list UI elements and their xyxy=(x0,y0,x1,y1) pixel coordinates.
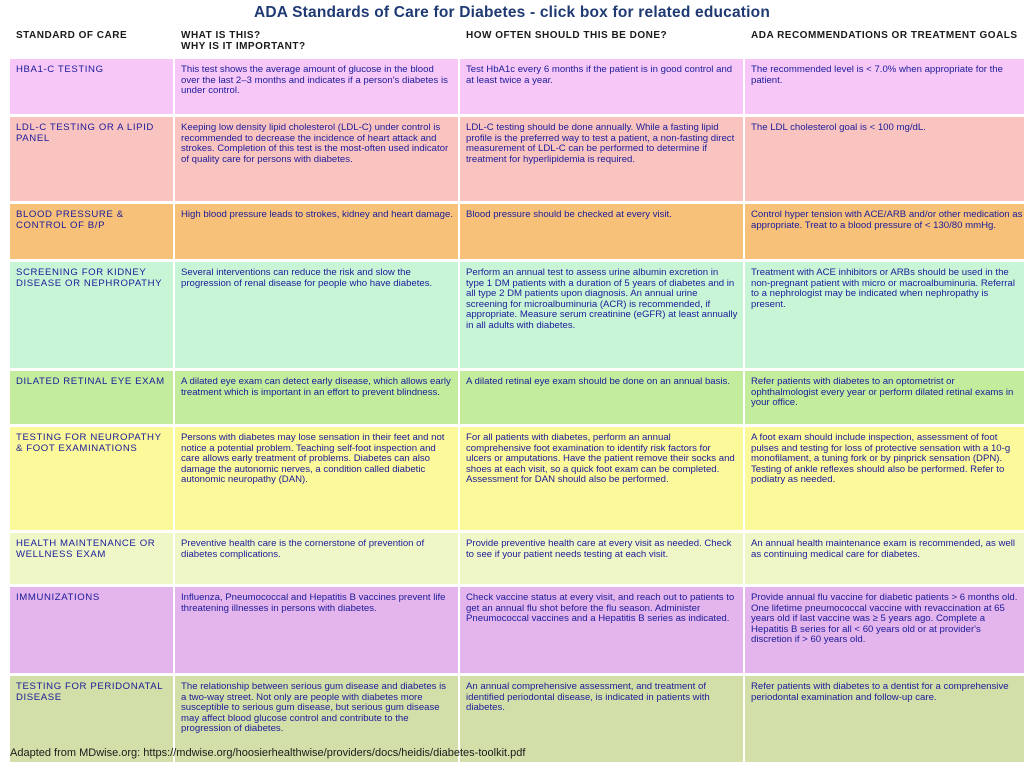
row-0-how-often-cell[interactable]: Test HbA1c every 6 months if the patient is in good control and at least twice a year. xyxy=(460,59,743,114)
row-7-recommendations-cell[interactable]: Provide annual flu vaccine for diabetic patients > 6 months old. One lifetime pneumococcal vaccine with revaccination at 65 years old if last vaccine was ≥ 5 years ago. Complete a Hepatitis B series for all < 60 years old or at provider's discretion if > 60 years old. xyxy=(745,587,1024,673)
row-1-how-often-cell[interactable]: LDL-C testing should be done annually. While a fasting lipid profile is the preferred way to test a patient, a non-fasting direct measurement of LDL-C can be performed to determine if treatment for hyperlipidemia is required. xyxy=(460,117,743,201)
row-5-how-often-cell[interactable]: For all patients with diabetes, perform an annual comprehensive foot examination to identify risk factors for ulcers or amputations. Have the patient remove their socks and shoes at each visit, so a quick foot exam can be completed. Assessment for DAN should also be performed. xyxy=(460,427,743,530)
header-recommendations: ADA RECOMMENDATIONS OR TREATMENT GOALS xyxy=(745,28,1024,56)
row-6-recommendations-cell[interactable]: An annual health maintenance exam is recommended, as well as continuing medical care for diabetes. xyxy=(745,533,1024,584)
row-5-standard-cell[interactable]: TESTING FOR NEUROPATHY & FOOT EXAMINATIONS xyxy=(10,427,173,530)
header-how-often: HOW OFTEN SHOULD THIS BE DONE? xyxy=(460,28,743,56)
row-2-standard-cell[interactable]: BLOOD PRESSURE & CONTROL OF B/P xyxy=(10,204,173,259)
row-3-how-often-cell[interactable]: Perform an annual test to assess urine albumin excretion in type 1 DM patients with a duration of 5 years of diabetes and in all type 2 DM patients upon diagnosis. An annual urine screening for microalbuminuria (ACR) is recommended, if appropriate. Measure serum creatinine (eGFR) at least annually in all adults with diabetes. xyxy=(460,262,743,368)
row-6-what-why-cell[interactable]: Preventive health care is the cornerstone of prevention of diabetes complications. xyxy=(175,533,458,584)
row-0-what-why-cell[interactable]: This test shows the average amount of glucose in the blood over the last 2–3 months and indicates if a person's diabetes is under control. xyxy=(175,59,458,114)
source-footer: Adapted from MDwise.org: https://mdwise.org/hoosierhealthwise/providers/docs/heidis/diabetes-toolkit.pdf xyxy=(10,747,526,759)
row-3-standard-cell[interactable]: SCREENING FOR KIDNEY DISEASE OR NEPHROPATHY xyxy=(10,262,173,368)
row-1-what-why-cell[interactable]: Keeping low density lipid cholesterol (LDL-C) under control is recommended to decrease the incidence of heart attack and strokes. Completion of this test is the most-often used indicator of quality care for persons with diabetes. xyxy=(175,117,458,201)
row-1-recommendations-cell[interactable]: The LDL cholesterol goal is < 100 mg/dL. xyxy=(745,117,1024,201)
row-8-standard-cell[interactable]: TESTING FOR PERIDONATAL DISEASE xyxy=(10,676,173,762)
standards-table xyxy=(10,28,1022,762)
row-4-how-often-cell[interactable]: A dilated retinal eye exam should be done on an annual basis. xyxy=(460,371,743,424)
row-5-recommendations-cell[interactable]: A foot exam should include inspection, assessment of foot pulses and testing for loss of protective sensation with a 10-g monofilament, a tuning fork or by pinprick sensation (DPN). Testing of ankle reflexes should also be performed. Refer to podiatry as needed. xyxy=(745,427,1024,530)
row-7-how-often-cell[interactable]: Check vaccine status at every visit, and reach out to patients to get an annual flu shot before the flu season. Administer Pneumococcal vaccines and a Hepatitis B series as indicated. xyxy=(460,587,743,673)
page-title: ADA Standards of Care for Diabetes - click box for related education xyxy=(253,4,771,21)
row-4-what-why-cell[interactable]: A dilated eye exam can detect early disease, which allows early treatment which is important in an effort to prevent blindness. xyxy=(175,371,458,424)
row-2-recommendations-cell[interactable]: Control hyper tension with ACE/ARB and/or other medication as appropriate. Treat to a blood pressure of < 130/80 mmHg. xyxy=(745,204,1024,259)
row-1-standard-cell[interactable]: LDL-C TESTING OR A LIPID PANEL xyxy=(10,117,173,201)
row-2-what-why-cell[interactable]: High blood pressure leads to strokes, kidney and heart damage. xyxy=(175,204,458,259)
row-3-recommendations-cell[interactable]: Treatment with ACE inhibitors or ARBs should be used in the non-pregnant patient with micro or macroalbuminuria. Referral to a nephrologist may be indicated when nephropathy is present. xyxy=(745,262,1024,368)
row-4-recommendations-cell[interactable]: Refer patients with diabetes to an optometrist or ophthalmologist every year or perform dilated retinal exams in your office. xyxy=(745,371,1024,424)
header-what-why: WHAT IS THIS? WHY IS IT IMPORTANT? xyxy=(175,28,458,56)
row-7-what-why-cell[interactable]: Influenza, Pneumococcal and Hepatitis B vaccines prevent life threatening illnesses in persons with diabetes. xyxy=(175,587,458,673)
header-standard: STANDARD OF CARE xyxy=(10,28,173,56)
row-6-standard-cell[interactable]: HEALTH MAINTENANCE OR WELLNESS EXAM xyxy=(10,533,173,584)
row-3-what-why-cell[interactable]: Several interventions can reduce the risk and slow the progression of renal disease for people who have diabetes. xyxy=(175,262,458,368)
row-0-standard-cell[interactable]: HBA1-C TESTING xyxy=(10,59,173,114)
row-8-how-often-cell[interactable]: An annual comprehensive assessment, and treatment of identified periodontal disease, is indicated in patients with diabetes. xyxy=(460,676,743,762)
row-8-what-why-cell[interactable]: The relationship between serious gum disease and diabetes is a two-way street. Not only are people with diabetes more susceptible to serious gum disease, but serious gum disease may affect blood glucose control and contribute to the progression of diabetes. xyxy=(175,676,458,762)
row-7-standard-cell[interactable]: IMMUNIZATIONS xyxy=(10,587,173,673)
row-2-how-often-cell[interactable]: Blood pressure should be checked at every visit. xyxy=(460,204,743,259)
row-6-how-often-cell[interactable]: Provide preventive health care at every visit as needed. Check to see if your patient needs testing at each visit. xyxy=(460,533,743,584)
row-4-standard-cell[interactable]: DILATED RETINAL EYE EXAM xyxy=(10,371,173,424)
row-8-recommendations-cell[interactable]: Refer patients with diabetes to a dentist for a comprehensive periodontal examination and follow-up care. xyxy=(745,676,1024,762)
row-0-recommendations-cell[interactable]: The recommended level is < 7.0% when appropriate for the patient. xyxy=(745,59,1024,114)
row-5-what-why-cell[interactable]: Persons with diabetes may lose sensation in their feet and not notice a potential problem. Teaching self-foot inspection and care allows early treatment of problems. Diabetes can also damage the autonomic nerves, a condition called diabetic autonomic neuropathy (DAN). xyxy=(175,427,458,530)
